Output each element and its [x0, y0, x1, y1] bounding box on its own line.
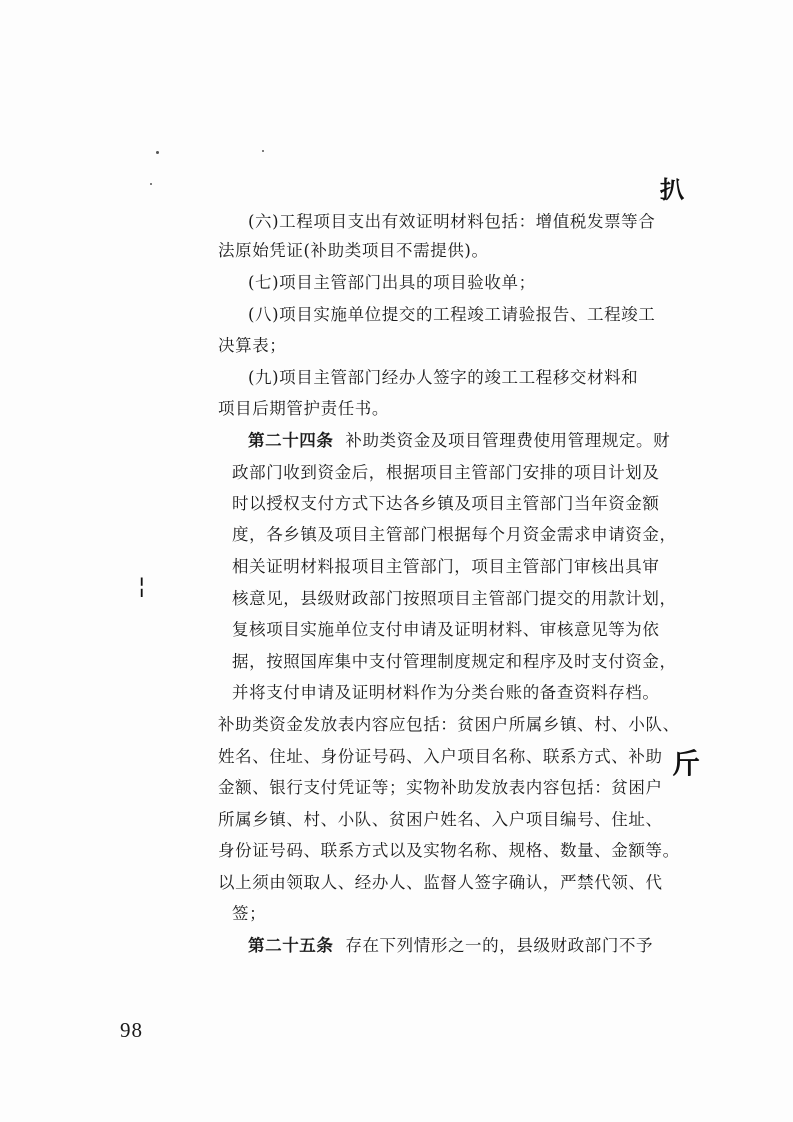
text-line-11: 度，各乡镇及项目主管部门根据每个月资金需求申请资金， [232, 525, 677, 544]
text-line-20: 所属乡镇、村、小队、贫困户姓名、入户项目编号、住址、 [218, 810, 663, 829]
text-line-22: 以上须由领取人、经办人、监督人签字确认，严禁代领、代 [218, 873, 663, 892]
text-line-23: 签； [232, 904, 267, 923]
text-line-16: 并将支付申请及证明材料作为分类台账的备查资料存档。 [232, 683, 660, 702]
margin-mark-mid: 斤 [672, 747, 701, 780]
text-line-2: 法原始凭证(补助类项目不需提供)。 [218, 241, 489, 260]
text-line-4: (八)项目实施单位提交的工程竣工请验报告、工程竣工 [248, 305, 656, 324]
article-24-heading: 第二十四条 [248, 431, 334, 450]
text-line-3: (七)项目主管部门出具的项目验收单； [248, 273, 536, 292]
text-line-15: 据，按照国库集中支付管理制度规定和程序及时支付资金， [232, 652, 677, 671]
scan-speck [150, 183, 152, 185]
article-24-first-text: 补助类资金及项目管理费使用管理规定。财 [345, 431, 671, 450]
text-line-7: 项目后期管护责任书。 [218, 399, 389, 418]
scan-speck [262, 150, 264, 152]
scan-speck [156, 151, 159, 154]
article-25-heading: 第二十五条 [248, 936, 334, 955]
text-line-19: 金额、银行支付凭证等；实物补助发放表内容包括：贫困户 [218, 778, 663, 797]
margin-mark-top: 扒 [660, 176, 684, 204]
text-line-5: 决算表； [218, 336, 287, 355]
text-line-21: 身份证号码、联系方式以及实物名称、规格、数量、金额等。 [218, 841, 680, 860]
text-line-10: 时以授权支付方式下达各乡镇及项目主管部门当年资金额 [232, 494, 660, 513]
text-line-14: 复核项目实施单位支付申请及证明材料、审核意见等为依 [232, 620, 660, 639]
text-line-1: (六)工程项目支出有效证明材料包括：增值税发票等合 [248, 212, 656, 231]
page-number: 98 [120, 1018, 143, 1042]
text-line-6: (九)项目主管部门经办人签字的竣工工程移交材料和 [248, 368, 639, 387]
text-line-17: 补助类资金发放表内容应包括：贫困户所属乡镇、村、小队、 [218, 715, 680, 734]
text-line-12: 相关证明材料报项目主管部门，项目主管部门审核出具审 [232, 557, 660, 576]
text-line-18: 姓名、住址、身份证号码、入户项目名称、联系方式、补助 [218, 747, 663, 766]
article-24-line [248, 431, 670, 451]
article-25-line [248, 936, 653, 956]
text-line-13: 核意见，县级财政部门按照项目主管部门提交的用款计划， [232, 589, 677, 608]
margin-mark-left: ¦ [138, 574, 146, 599]
article-25-first-text: 存在下列情形之一的，县级财政部门不予 [345, 936, 654, 955]
text-line-9: 政部门收到资金后，根据项目主管部门安排的项目计划及 [232, 463, 660, 482]
